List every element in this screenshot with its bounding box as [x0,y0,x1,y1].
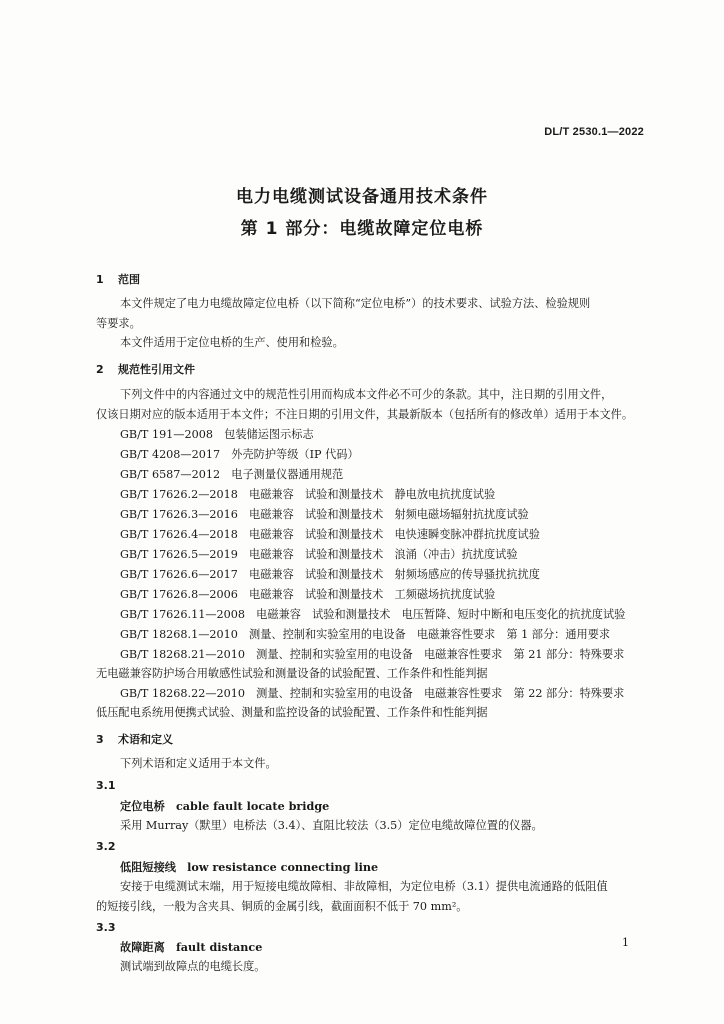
term-chinese: 故障距离 [120,940,165,954]
reference-item: GB/T 18268.22—2010 测量、控制和实验室用的电设备 电磁兼容性要求 第 22 部分：特殊要求 [120,687,625,700]
reference-item: GB/T 17626.8—2006 电磁兼容 试验和测量技术 工频磁场抗扰度试验 [120,588,496,601]
paragraph: 本文件适用于定位电桥的生产、使用和检验。 [120,336,344,349]
section-title: 规范性引用文件 [118,363,195,376]
section-1-heading [96,273,140,287]
term-number: 3.1 [96,779,116,792]
document-title: 电力电缆测试设备通用技术条件 [236,187,488,207]
reference-item: GB/T 18268.1—2010 测量、控制和实验室用的电设备 电磁兼容性要求 第 1 部分：通用要求 [120,628,611,641]
reference-item: GB/T 4208—2017 外壳防护等级（IP 代码） [120,448,359,461]
paragraph: 下列术语和定义适用于本文件。 [120,757,277,770]
term-heading [120,799,329,813]
term-heading [120,860,378,874]
paragraph-continued: 仅该日期对应的版本适用于本文件；不注日期的引用文件，其最新版本（包括所有的修改单）适用于本文件。 [96,408,634,421]
section-number: 1 [96,273,104,286]
term-heading [120,940,262,954]
term-english: cable fault locate bridge [175,799,330,813]
reference-item-continued: 低压配电系统用便携式试验、测量和监控设备的试验配置、工作条件和性能判据 [96,706,488,719]
term-definition: 采用 Murray（默里）电桥法（3.4）、直阻比较法（3.5）定位电缆故障位置的仪器。 [120,819,543,832]
paragraph: 本文件规定了电力电缆故障定位电桥（以下简称“定位电桥”）的技术要求、试验方法、检验规则 [120,297,591,310]
section-number: 3 [96,733,104,746]
term-english: low resistance connecting line [187,860,379,874]
term-number: 3.2 [96,840,116,853]
standard-code: DL/T 2530.1—2022 [544,126,644,138]
reference-item: GB/T 18268.21—2010 测量、控制和实验室用的电设备 电磁兼容性要求 第 21 部分：特殊要求 [120,648,625,661]
term-definition: 测试端到故障点的电缆长度。 [120,960,266,973]
term-english: fault distance [175,940,263,954]
reference-item: GB/T 17626.2—2018 电磁兼容 试验和测量技术 静电放电抗扰度试验 [120,488,496,501]
term-number: 3.3 [96,921,116,934]
section-title: 范围 [118,273,140,286]
paragraph: 下列文件中的内容通过文中的规范性引用而构成本文件必不可少的条款。其中，注日期的引用文件， [120,388,613,401]
section-title: 术语和定义 [118,733,173,746]
reference-item-continued: 无电磁兼容防护场合用敏感性试验和测量设备的试验配置、工作条件和性能判据 [96,667,488,680]
paragraph-continued: 等要求。 [96,317,141,330]
term-definition-continued: 的短接引线，一般为含夹具、铜质的金属引线，截面面积不低于 70 mm²。 [96,900,468,913]
reference-item: GB/T 17626.5—2019 电磁兼容 试验和测量技术 浪涌（冲击）抗扰度试验 [120,548,518,561]
document-subtitle: 第 1 部分：电缆故障定位电桥 [240,219,484,239]
reference-item: GB/T 191—2008 包装储运图示标志 [120,428,314,441]
reference-item: GB/T 17626.4—2018 电磁兼容 试验和测量技术 电快速瞬变脉冲群抗扰度试验 [120,528,540,541]
page-number: 1 [622,936,629,949]
section-number: 2 [96,363,104,376]
reference-item: GB/T 17626.11—2008 电磁兼容 试验和测量技术 电压暂降、短时中断和电压变化的抗扰度试验 [120,608,626,621]
term-chinese: 低阻短接线 [120,860,176,874]
reference-item: GB/T 6587—2012 电子测量仪器通用规范 [120,468,344,481]
term-chinese: 定位电桥 [120,799,165,813]
term-definition: 安接于电缆测试末端，用于短接电缆故障相、非故障相，为定位电桥（3.1）提供电流通路的低阻值 [120,880,608,893]
section-3-heading [96,733,173,747]
reference-item: GB/T 17626.6—2017 电磁兼容 试验和测量技术 射频场感应的传导骚扰抗扰度 [120,568,540,581]
reference-item: GB/T 17626.3—2016 电磁兼容 试验和测量技术 射频电磁场辐射抗扰度试验 [120,508,529,521]
section-2-heading [96,363,195,377]
